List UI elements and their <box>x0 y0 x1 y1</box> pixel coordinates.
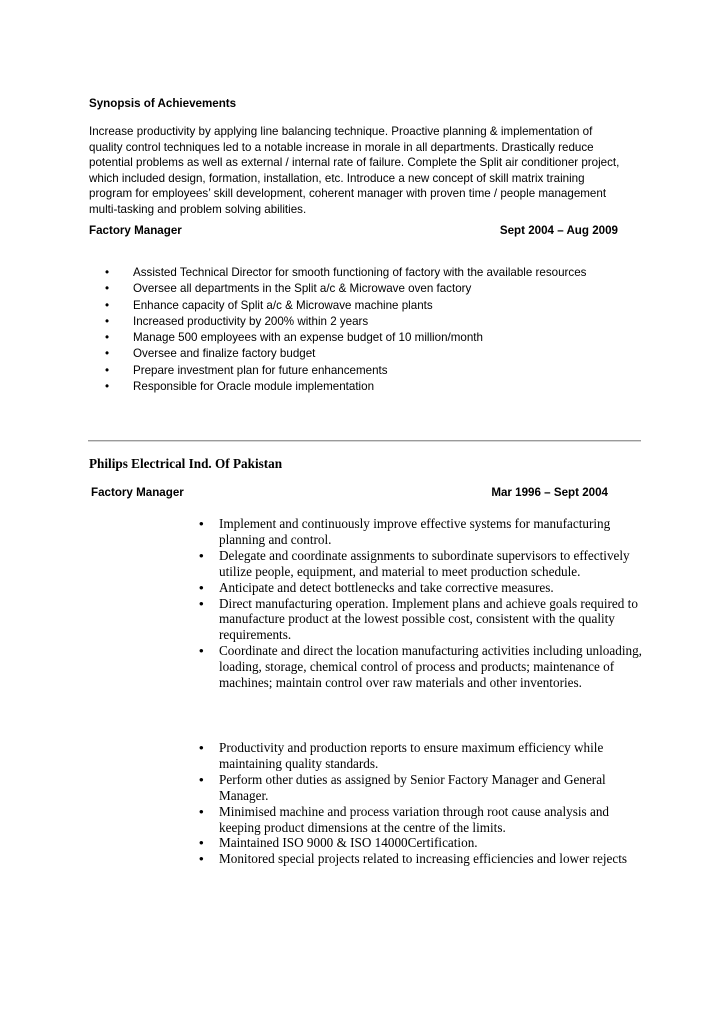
list-item-text: Responsible for Oracle module implementation <box>133 380 375 394</box>
bullet-icon: • <box>105 363 110 377</box>
list-item <box>105 298 586 314</box>
list-item <box>105 281 586 297</box>
bullet-icon: • <box>105 347 110 361</box>
list-item <box>199 516 649 548</box>
list-item-text: Oversee and finalize factory budget <box>133 347 316 361</box>
list-item-text: Perform other duties as assigned by Senior Factory Manager and General Manager. <box>219 771 606 803</box>
list-item-text: Maintained ISO 9000 & ISO 14000Certification. <box>219 835 478 851</box>
bullet-icon: • <box>199 803 204 819</box>
list-item <box>105 265 586 281</box>
list-item <box>105 346 586 362</box>
bullet-icon: • <box>105 331 110 345</box>
list-item-text: Prepare investment plan for future enhancements <box>133 363 388 377</box>
bullet-icon: • <box>199 835 204 851</box>
list-item-text: Oversee all departments in the Split a/c & Microwave oven factory <box>133 282 472 296</box>
list-item <box>199 643 649 691</box>
list-item <box>199 851 649 867</box>
list-item <box>105 314 586 330</box>
list-item <box>199 548 649 580</box>
company-name: Philips Electrical Ind. Of Pakistan <box>89 456 283 471</box>
list-item-text: Direct manufacturing operation. Implement plans and achieve goals required to manufacture product at the lowest possible cost, consistent with the quality requirements. <box>219 595 638 643</box>
bullet-icon: • <box>105 266 110 279</box>
list-item-text: Coordinate and direct the location manufacturing activities including unloading, loading, storage, chemical control of process and products; maintenance of machines; maintain control over raw materials and other inventories. <box>219 643 642 691</box>
list-item <box>199 740 649 772</box>
list-item-text: Increased productivity by 200% within 2 years <box>133 314 369 328</box>
list-item <box>105 363 586 379</box>
list-item <box>105 379 586 395</box>
list-item <box>199 580 649 596</box>
section-divider <box>88 440 641 442</box>
job2-title: Factory Manager <box>91 486 184 499</box>
list-item-text: Assisted Technical Director for smooth functioning of factory with the available resources <box>133 266 587 279</box>
bullet-icon: • <box>199 547 204 563</box>
bullet-icon: • <box>105 380 110 394</box>
list-item-text: Anticipate and detect bottlenecks and take corrective measures. <box>219 579 554 595</box>
bullet-icon: • <box>199 740 204 755</box>
bullet-icon: • <box>105 282 110 296</box>
list-item <box>199 772 649 804</box>
list-item <box>199 804 649 836</box>
job1-header <box>89 224 618 237</box>
synopsis-paragraph: Increase productivity by applying line balancing technique. Proactive planning & implementation of quality control techniques led to a notable increase in morale in all departments. Drastically reduce potential problems as well as external / internal rate of failure. Complete the Split air conditioner project, which included design, formation, installation, etc. Introduce a new concept of skill matrix training program for employees’ skill development, coherent manager with proven time / people management multi-tasking and problem solving abilities. <box>89 125 620 216</box>
job1-responsibilities-list <box>105 265 586 395</box>
job2-responsibilities-list-a <box>199 516 649 691</box>
bullet-icon: • <box>105 298 110 312</box>
job2-responsibilities-list-b <box>199 740 649 867</box>
list-item-text: Delegate and coordinate assignments to subordinate supervisors to effectively utilize people, equipment, and material to meet production schedule. <box>219 547 630 579</box>
list-item-text: Monitored special projects related to increasing efficiencies and lower rejects <box>219 851 628 867</box>
list-item-text: Manage 500 employees with an expense budget of 10 million/month <box>133 331 483 345</box>
list-item <box>199 596 649 644</box>
list-item <box>105 330 586 346</box>
bullet-icon: • <box>199 595 204 611</box>
list-item-text: Enhance capacity of Split a/c & Microwave machine plants <box>133 298 433 312</box>
list-item-text: Minimised machine and process variation through root cause analysis and keeping product dimensions at the centre of the limits. <box>219 803 610 835</box>
bullet-icon: • <box>199 771 204 787</box>
bullet-icon: • <box>199 851 204 867</box>
bullet-icon: • <box>199 579 204 595</box>
job2-dates: Mar 1996 – Sept 2004 <box>491 486 608 499</box>
bullet-icon: • <box>105 314 110 328</box>
list-item-text: Productivity and production reports to ensure maximum efficiency while maintaining quality standards. <box>219 740 604 771</box>
list-item <box>199 835 649 851</box>
bullet-icon: • <box>199 516 204 531</box>
job1-title: Factory Manager <box>89 224 182 237</box>
job2-header <box>91 486 608 499</box>
synopsis-heading: Synopsis of Achievements <box>89 97 237 110</box>
bullet-icon: • <box>199 643 204 659</box>
list-item-text: Implement and continuously improve effective systems for manufacturing planning and control. <box>219 516 611 547</box>
job1-dates: Sept 2004 – Aug 2009 <box>499 224 618 237</box>
